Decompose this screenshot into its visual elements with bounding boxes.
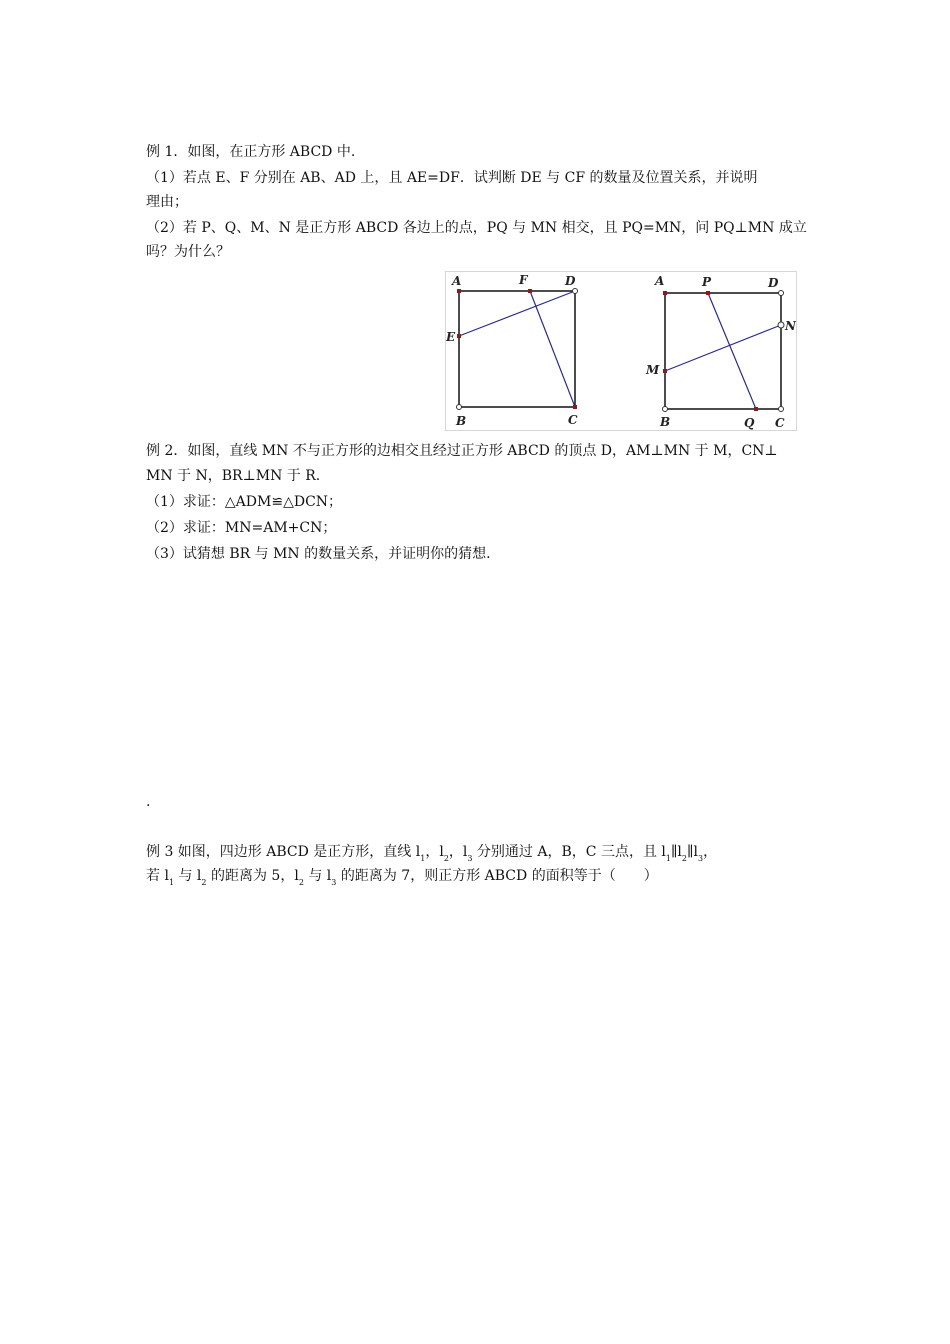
label-c: C bbox=[568, 413, 578, 427]
point-n bbox=[778, 322, 784, 328]
example-1-question-2-cont: 吗？为什么？ bbox=[146, 244, 230, 260]
square-abcd-right bbox=[665, 293, 781, 409]
point-e bbox=[457, 334, 461, 338]
point-p bbox=[706, 291, 710, 295]
point-c bbox=[573, 405, 577, 409]
point-d bbox=[573, 289, 578, 294]
example-1-question-1: （1）若点 E、F 分别在 AB、AD 上，且 AE=DF．试判断 DE 与 CF 的数量及位置关系，并说明 bbox=[146, 170, 758, 186]
example-2-question-3: （3）试猜想 BR 与 MN 的数量关系，并证明你的猜想. bbox=[146, 546, 491, 562]
square-abcd-left bbox=[459, 291, 575, 407]
figure-left bbox=[446, 273, 578, 428]
point-f bbox=[528, 289, 532, 293]
example-2-question-1: （1）求证：△ADM≌△DCN； bbox=[146, 494, 343, 510]
point-a bbox=[457, 289, 461, 293]
label-a: A bbox=[655, 274, 665, 288]
label-b: B bbox=[660, 415, 671, 429]
example-2-line-1: 例 2．如图，直线 MN 不与正方形的边相交且经过正方形 ABCD 的顶点 D，AM⊥MN 于 M，CN⊥ bbox=[146, 443, 778, 459]
example-1-question-2: （2）若 P、Q、M、N 是正方形 ABCD 各边上的点，PQ 与 MN 相交，且 PQ=MN，问 PQ⊥MN 成立 bbox=[146, 220, 807, 236]
segment-mn bbox=[665, 325, 781, 371]
label-m: M bbox=[646, 363, 660, 377]
point-c bbox=[779, 407, 784, 412]
example-1-title: 例 1．如图，在正方形 ABCD 中. bbox=[146, 144, 356, 160]
square-figures bbox=[445, 271, 797, 431]
example-3-line-2: 若 $l_1$ 与 $l_2$ 的距离为 5，$l_2$ 与 $l_3$ 的距离为 7，则正方形 ABCD 的面积等于（ ） bbox=[146, 868, 658, 887]
point-a bbox=[663, 291, 667, 295]
point-b bbox=[457, 405, 462, 410]
segment-de bbox=[459, 291, 575, 336]
point-q bbox=[754, 407, 758, 411]
label-p: P bbox=[702, 275, 712, 289]
label-d: D bbox=[768, 276, 779, 290]
label-n: N bbox=[785, 319, 796, 333]
label-q: Q bbox=[744, 416, 755, 430]
segment-cf bbox=[530, 291, 575, 407]
label-f: F bbox=[519, 273, 528, 287]
example-3-line-1: 例 3 如图，四边形 ABCD 是正方形，直线 $l_1$，$l_2$，$l_3$ 分别通过 A，B，C 三点，且 $l_1\parallel l_2\parallel l_3$， bbox=[146, 844, 718, 863]
label-d: D bbox=[565, 274, 576, 288]
label-c: C bbox=[775, 416, 785, 430]
example-2-line-2: MN 于 N，BR⊥MN 于 R. bbox=[146, 468, 321, 484]
figure-right bbox=[645, 274, 796, 430]
label-e: E bbox=[446, 330, 456, 344]
label-a: A bbox=[452, 274, 462, 288]
point-d bbox=[779, 291, 784, 296]
point-b bbox=[663, 407, 668, 412]
label-b: B bbox=[456, 414, 467, 428]
example-1-question-1-cont: 理由； bbox=[146, 194, 188, 210]
stray-dot: . bbox=[146, 794, 151, 810]
example-2-question-2: （2）求证：MN=AM+CN； bbox=[146, 520, 337, 536]
point-m bbox=[663, 369, 667, 373]
